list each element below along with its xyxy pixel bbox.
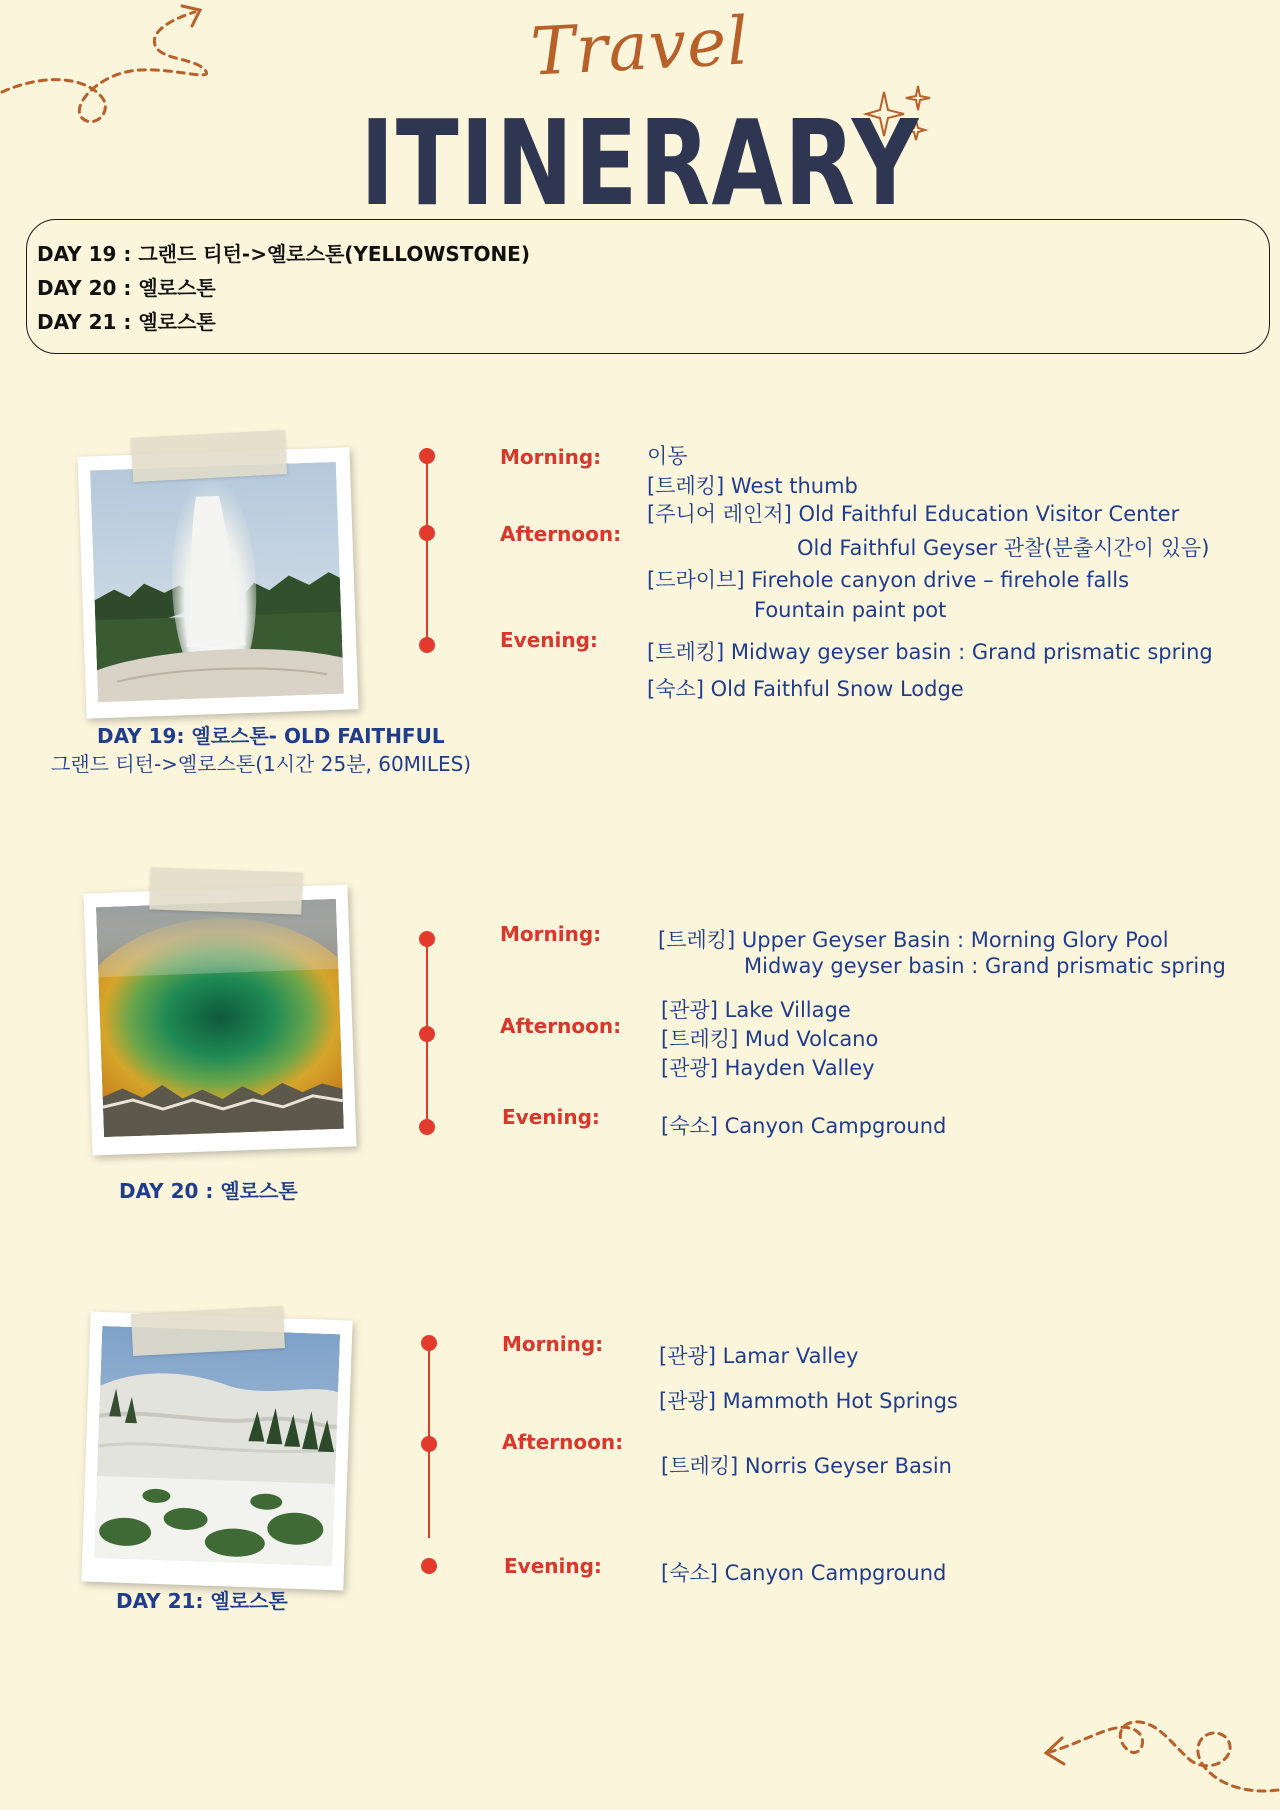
day20-item: [트레킹] Mud Volcano — [661, 1027, 879, 1051]
day20-item: [숙소] Canyon Campground — [661, 1114, 947, 1138]
day19-timeline-line — [426, 455, 428, 645]
day19-item: [드라이브] Firehole canyon drive – firehole falls — [647, 568, 1130, 592]
day19-caption-subtitle: 그랜드 티턴->옐로스톤(1시간 25분, 60MILES) — [51, 752, 472, 776]
day19-item: Fountain paint pot — [754, 598, 947, 622]
day19-item: [트레킹] Midway geyser basin : Grand prismatic spring — [647, 640, 1213, 664]
day20-tape — [149, 867, 302, 914]
title-itinerary: ITINERARY — [360, 94, 920, 232]
day20-label-morning: Morning: — [500, 922, 602, 946]
day21-item: [관광] Lamar Valley — [659, 1344, 859, 1368]
summary-line-day19: DAY 19 : 그랜드 티턴->옐로스톤(YELLOWSTONE) — [37, 242, 530, 266]
day20-label-evening: Evening: — [502, 1105, 600, 1129]
day20-item: [트레킹] Upper Geyser Basin : Morning Glory Pool — [658, 928, 1169, 952]
day19-item: 이동 — [647, 444, 688, 468]
old-faithful-geyser-photo — [90, 462, 344, 702]
dotted-arrow-bottom-right-decoration — [1040, 1680, 1280, 1810]
day19-label-afternoon: Afternoon: — [500, 522, 622, 546]
morning-glory-pool-photo — [96, 899, 344, 1137]
day21-label-evening: Evening: — [504, 1554, 602, 1578]
day21-item: [트레킹] Norris Geyser Basin — [661, 1454, 952, 1478]
day21-label-morning: Morning: — [502, 1332, 604, 1356]
day21-timeline-dot-afternoon — [421, 1436, 437, 1452]
day20-label-afternoon: Afternoon: — [500, 1014, 622, 1038]
day21-label-afternoon: Afternoon: — [502, 1430, 624, 1454]
day19-label-morning: Morning: — [500, 445, 602, 469]
day20-timeline-dot-morning — [419, 931, 435, 947]
summary-line-day20: DAY 20 : 옐로스톤 — [37, 276, 216, 300]
day21-item: [숙소] Canyon Campground — [661, 1561, 947, 1585]
summary-line-day21: DAY 21 : 옐로스톤 — [37, 310, 216, 334]
day19-label-evening: Evening: — [500, 628, 598, 652]
day20-item: [관광] Lake Village — [661, 998, 851, 1022]
day19-timeline-dot-evening — [419, 637, 435, 653]
day21-tape — [131, 1306, 285, 1356]
day19-item: Old Faithful Geyser 관찰(분출시간이 있음) — [797, 536, 1210, 560]
day21-caption-title: DAY 21: 옐로스톤 — [116, 1589, 288, 1613]
white-hillside-thermal-photo — [94, 1326, 340, 1566]
day19-timeline-dot-afternoon — [419, 525, 435, 541]
day19-item: [트레킹] West thumb — [647, 474, 858, 498]
day20-timeline-dot-evening — [419, 1119, 435, 1135]
day19-caption-title: DAY 19: 옐로스톤- OLD FAITHFUL — [97, 724, 445, 748]
day20-caption-title: DAY 20 : 옐로스톤 — [119, 1179, 298, 1203]
day20-photo-frame — [84, 884, 357, 1155]
day19-timeline-dot-morning — [419, 448, 435, 464]
summary-box — [26, 219, 1270, 354]
day19-item: [숙소] Old Faithful Snow Lodge — [647, 677, 964, 701]
day21-photo-frame — [81, 1312, 352, 1591]
day19-item: [주니어 레인저] Old Faithful Education Visitor Center — [647, 502, 1180, 526]
title-travel-script: Travel — [528, 2, 752, 91]
day21-timeline-dot-evening — [421, 1558, 437, 1574]
day20-item: Midway geyser basin : Grand prismatic spring — [744, 954, 1226, 978]
day21-timeline-dot-morning — [421, 1335, 437, 1351]
day20-timeline-dot-afternoon — [419, 1026, 435, 1042]
day20-item: [관광] Hayden Valley — [661, 1056, 875, 1080]
day19-photo-frame — [78, 447, 359, 718]
day19-tape — [131, 430, 287, 482]
day21-item: [관광] Mammoth Hot Springs — [659, 1389, 958, 1413]
